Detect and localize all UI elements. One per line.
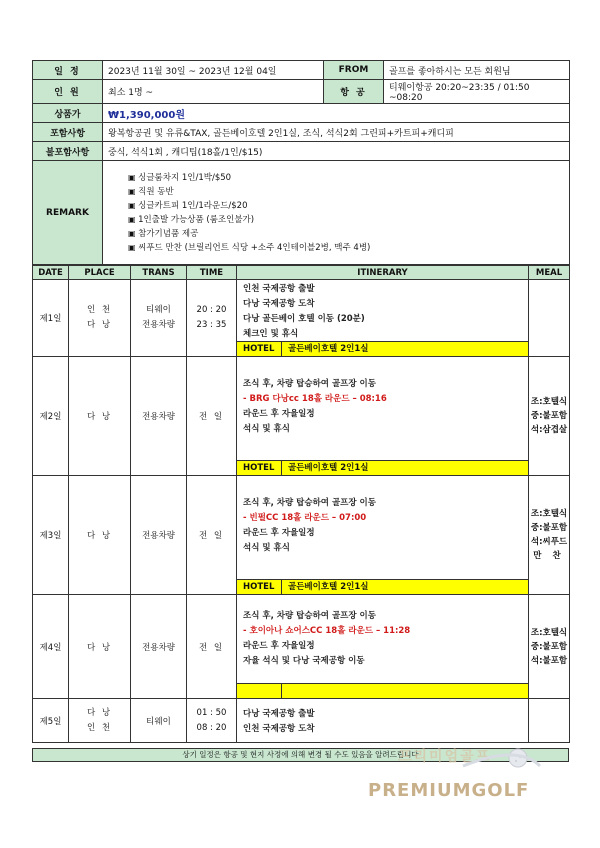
day-trans: 전용차량 [131,357,187,476]
remark-item: ▣ 싱글룸차지 1인/1박/$50 [128,171,564,185]
col-meal: MEAL [529,266,570,280]
day-date: 제3일 [33,476,69,595]
itin-line: 조식 후, 차량 탑승하여 골프장 이동 [243,498,376,508]
time-line: 23 : 35 [196,320,227,330]
col-itinerary: ITINERARY [237,266,529,280]
itin-line: 체크인 및 휴식 [243,329,299,339]
from-value: 골프를 좋아하시는 모든 회원님 [384,61,570,80]
round-line: - 빈펄CC 18홀 라운드 – 07:00 [243,513,367,523]
people-label: 인 원 [33,80,103,104]
day-itinerary [237,476,529,595]
itin-line: 다낭 국제공항 출발 [243,709,315,719]
place-line: 인 천 [86,305,113,315]
itin-line: 조식 후, 차량 탑승하여 골프장 이동 [243,379,376,389]
day-place: 다 낭 [69,357,131,476]
day-meal [529,699,570,743]
day-row [33,280,570,357]
meal-line: 조:호텔식 [530,509,568,519]
day-place: 다 낭 [69,595,131,699]
day-row [33,476,570,595]
itin-line: 조식 후, 차량 탑승하여 골프장 이동 [243,611,376,621]
itin-line: 다낭 골든베이 호텔 이동 (20분) [243,314,365,324]
place-line: 인 천 [86,722,113,733]
day-place [69,280,131,357]
day-place [69,699,131,743]
meal-line: 석:씨푸드 [530,537,568,547]
footer-note: 상기 일정은 항공 및 현지 사정에 의해 변경 될 수도 있음을 알려드립니다 [32,748,569,762]
remark-list [108,165,564,261]
meal-line: 석:불포함 [530,655,568,666]
remark-item: ▣ 씨푸드 만찬 (브릴리언트 식당 +소주 4인테이블2병, 맥주 4병) [128,241,564,255]
include-value: 왕복항공권 및 유류&TAX, 골든베이호텔 2인1실, 조식, 석식2회 그린피+카트피+캐디피 [103,123,570,142]
hotel-label: HOTEL [237,342,282,356]
meal-line: 석:삼겹살 [530,425,568,435]
day-date: 제4일 [33,595,69,699]
info-table [32,60,570,265]
meal-line: 만 찬 [533,551,565,561]
day-row [33,357,570,476]
col-trans: TRANS [131,266,187,280]
hotel-label: HOTEL [237,580,282,594]
meal-line: 조:호텔식 [530,627,568,638]
hotel-value [282,684,288,698]
trans-line: 티웨이 [146,305,171,315]
meal-line: 중:불포함 [530,523,568,533]
itin-line: 라운드 후 자율일정 [243,409,315,419]
period-label: 일 정 [33,61,103,80]
day-time [187,699,237,743]
remark-item: ▣ 참가기념품 제공 [128,227,564,241]
include-label: 포함사항 [33,123,103,142]
hotel-bar [237,341,528,356]
day-place: 다 낭 [69,476,131,595]
remark-item: ▣ 싱글카트피 1인/1라운드/$20 [128,199,564,213]
itin-line: 다낭 국제공항 도착 [243,299,315,309]
place-line: 다 낭 [86,707,113,718]
day-row [33,595,570,699]
hotel-bar [237,579,528,594]
day-time: 전 일 [187,476,237,595]
logo-text: PREMIUMGOLF [368,780,530,801]
col-place: PLACE [69,266,131,280]
day-trans [131,280,187,357]
day-time: 전 일 [187,595,237,699]
hotel-value: 골든베이호텔 2인1실 [288,463,369,473]
day-date: 제2일 [33,357,69,476]
day-row [33,699,570,743]
day-trans: 티웨이 [131,699,187,743]
meal-line: 조:호텔식 [530,397,568,407]
day-itinerary [237,595,529,699]
col-date: DATE [33,266,69,280]
from-label: FROM [324,61,384,80]
hotel-label [237,684,282,698]
round-line: - BRG 다낭cc 18홀 라운드 – 08:16 [243,394,387,404]
logo-korean: 프리미엄골프 [398,749,492,765]
hotel-bar [237,683,528,698]
trans-line: 전용차량 [142,320,175,330]
day-time: 전 일 [187,357,237,476]
day-trans: 전용차량 [131,476,187,595]
hotel-value: 골든베이호텔 2인1실 [288,582,369,592]
exclude-value: 중식, 석식1회 , 캐디팁(18홀/1인/$15) [103,142,570,161]
itin-line: 인천 국제공항 출발 [243,284,315,294]
day-itinerary [237,280,529,357]
day-itinerary [237,357,529,476]
time-line: 08 : 20 [196,722,227,733]
exclude-label: 불포함사항 [33,142,103,161]
day-meal [529,476,570,595]
day-meal [529,595,570,699]
itin-line: 인천 국제공항 도착 [243,724,315,734]
itinerary-table [32,265,570,743]
time-line: 01 : 50 [196,707,227,718]
day-itinerary [237,699,529,743]
day-trans: 전용차량 [131,595,187,699]
price-value: ₩1,390,000원 [103,104,570,123]
itin-line: 석식 및 휴식 [243,543,290,553]
hotel-bar [237,460,528,475]
place-line: 다 낭 [86,320,113,330]
air-label: 항 공 [324,80,384,104]
period-value: 2023년 11월 30일 ~ 2023년 12월 04일 [103,61,324,80]
remark-item: ▣ 1인출발 가능상품 (룸조인불가) [128,213,564,227]
price-label: 상품가 [33,104,103,123]
day-time [187,280,237,357]
itin-line: 석식 및 휴식 [243,424,290,434]
time-line: 20 : 20 [196,305,227,315]
remark-label: REMARK [33,161,103,265]
col-time: TIME [187,266,237,280]
day-date: 제1일 [33,280,69,357]
itin-line: 자율 석식 및 다낭 국제공항 이동 [243,656,365,666]
remark-item: ▣ 직원 동반 [128,185,564,199]
hotel-label: HOTEL [237,461,282,475]
round-line: - 호이아나 쇼어스CC 18홀 라운드 – 11:28 [243,626,411,636]
meal-line: 중:불포함 [530,641,568,652]
air-value: 티웨이항공 20:20~23:35 / 01:50 ~08:20 [384,80,570,104]
day-meal [529,357,570,476]
itin-line: 라운드 후 자율일정 [243,641,315,651]
people-value: 최소 1명 ~ [103,80,324,104]
document [32,60,569,743]
itin-line: 라운드 후 자율일정 [243,528,315,538]
meal-line: 중:불포함 [530,411,568,421]
hotel-value: 골든베이호텔 2인1실 [288,344,369,354]
day-date: 제5일 [33,699,69,743]
remark-cell [103,161,570,265]
day-meal [529,280,570,357]
